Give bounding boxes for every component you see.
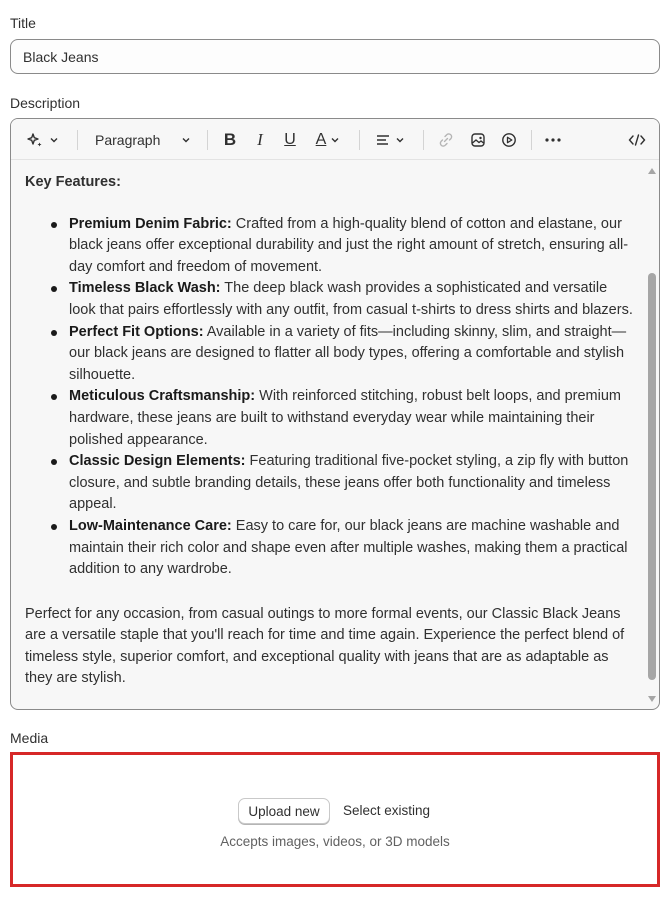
bold-icon: B — [223, 130, 237, 149]
paragraph-select[interactable] — [95, 128, 191, 152]
accepted-formats-text: Accepts images, videos, or 3D models — [220, 834, 450, 849]
features-heading: Key Features: — [25, 174, 121, 190]
more-icon — [544, 137, 562, 143]
link-button[interactable] — [435, 128, 457, 152]
feature-title: Classic Design Elements: — [69, 453, 246, 470]
toolbar-divider — [531, 130, 532, 150]
magic-icon — [27, 132, 43, 148]
video-button[interactable] — [498, 128, 520, 152]
scroll-up-arrow-icon[interactable] — [648, 168, 656, 174]
description-label: Description — [10, 95, 81, 111]
feature-text: With reinforced stitching, robust belt loops, and premium hardware, these jeans are built to withstand everyday wear while maintaining their polished appearance. — [69, 388, 622, 448]
feature-text: Crafted from a high-quality blend of cotton and elastane, our black jeans offer exceptional durability and just the right amount of stretch, ensuring all-day comfort and freedom of movement. — [69, 215, 629, 275]
chevron-down-icon — [49, 135, 59, 145]
description-editor[interactable] — [10, 118, 660, 710]
text-color-button[interactable] — [311, 128, 345, 152]
upload-new-button[interactable]: Upload new — [238, 798, 330, 824]
toolbar-divider — [423, 130, 424, 150]
list-item — [69, 214, 633, 279]
list-item — [69, 278, 633, 321]
align-button[interactable] — [371, 128, 409, 152]
feature-text: Available in a variety of fits—including skinny, slim, and straight—our black jeans are designed to flatter all body types, offering a comfortable and stylish silhouette. — [69, 323, 627, 383]
toolbar-divider — [77, 130, 78, 150]
italic-icon: I — [257, 130, 263, 149]
video-icon — [501, 132, 517, 148]
feature-title: Meticulous Craftsmanship: — [69, 388, 256, 405]
feature-title: Timeless Black Wash: — [69, 280, 221, 297]
feature-title: Premium Denim Fabric: — [69, 215, 232, 232]
title-label: Title — [10, 15, 36, 31]
align-icon — [375, 132, 391, 148]
toolbar-divider — [207, 130, 208, 150]
editor-toolbar — [11, 119, 659, 160]
link-icon — [438, 132, 454, 148]
text-color-icon: A — [315, 131, 327, 148]
editor-content[interactable] — [25, 172, 633, 690]
code-icon — [628, 132, 646, 148]
list-item — [69, 516, 633, 581]
feature-text: Featuring traditional five-pocket styling, a zip fly with button closure, and subtle branding details, these jeans offer both functionality and timeless appeal. — [69, 453, 629, 513]
editor-scrollbar[interactable] — [645, 160, 659, 710]
select-existing-button[interactable]: Select existing — [343, 803, 431, 818]
title-input[interactable] — [10, 39, 660, 74]
list-item — [69, 451, 633, 516]
italic-button[interactable] — [249, 128, 271, 152]
underline-icon: U — [284, 131, 296, 148]
feature-title: Perfect Fit Options: — [69, 323, 204, 340]
bold-button[interactable] — [219, 128, 241, 152]
more-button[interactable] — [541, 128, 565, 152]
toolbar-divider — [359, 130, 360, 150]
feature-title: Low-Maintenance Care: — [69, 517, 232, 534]
scroll-down-arrow-icon[interactable] — [648, 696, 656, 702]
media-label: Media — [10, 730, 49, 746]
image-icon — [470, 132, 486, 148]
code-view-button[interactable] — [625, 128, 649, 152]
list-item — [69, 386, 633, 451]
chevron-down-icon — [181, 135, 191, 145]
scrollbar-thumb[interactable] — [648, 273, 656, 680]
underline-button[interactable] — [279, 128, 301, 152]
feature-text: The deep black wash provides a sophisticated and versatile look that pairs effortlessly with any outfit, from casual t-shirts to dress shirts and blazers. — [69, 280, 633, 318]
chevron-down-icon — [330, 135, 340, 145]
media-dropzone[interactable] — [10, 752, 660, 887]
features-list — [69, 214, 633, 581]
chevron-down-icon — [395, 135, 405, 145]
list-item — [69, 322, 633, 387]
magic-button[interactable] — [23, 128, 63, 152]
paragraph-label: Paragraph — [95, 132, 161, 148]
feature-text: Easy to care for, our black jeans are machine washable and maintain their rich color and shape even after multiple washes, making them a practical addition to any wardrobe. — [69, 517, 628, 578]
image-button[interactable] — [467, 128, 489, 152]
closing-paragraph: Perfect for any occasion, from casual outings to more formal events, our Classic Black Jeans are a versatile staple that you'll reach for time and time again. Experience the perfect blend of timeless style, superior comfort, and exceptional quality with jeans that are as adaptable as they are stylish. — [25, 605, 625, 687]
